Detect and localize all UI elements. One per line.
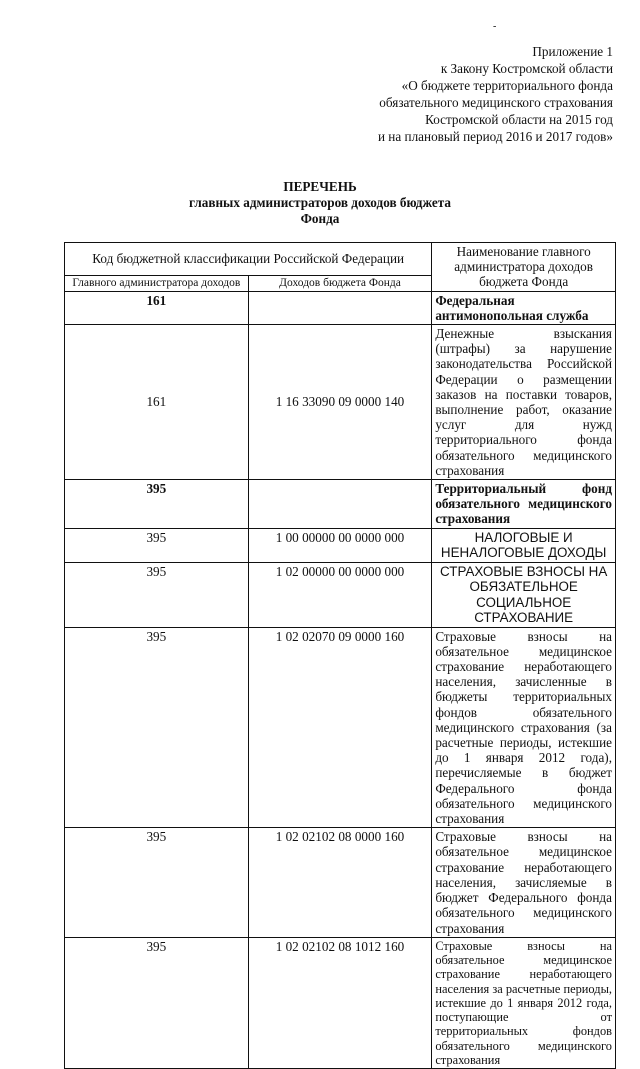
administrators-table <box>64 242 616 1069</box>
annex-line: «О бюджете территориального фонда <box>401 77 613 93</box>
cell-name: НАЛОГОВЫЕ И НЕНАЛОГОВЫЕ ДОХОДЫ <box>432 528 616 562</box>
cell-admin: 161 <box>65 291 249 324</box>
cell-name: Федеральная антимонопольная служба <box>432 291 616 324</box>
cell-code: 1 16 33090 09 0000 140 <box>248 325 432 480</box>
cell-code <box>248 291 432 324</box>
cell-code: 1 00 00000 00 0000 000 <box>248 528 432 562</box>
annex-line: обязательного медицинского страхования <box>379 94 613 110</box>
cell-name: Страховые взносы на обязательное медицинское страхование неработающего населения, зачисляемые в бюджет Федерального фонда обязательного медицинского страхования <box>432 828 616 937</box>
cell-code: 1 02 02070 09 0000 160 <box>248 627 432 828</box>
table-row <box>65 562 616 627</box>
cell-name: Денежные взыскания (штрафы) за нарушение законодательства Российской Федерации о размещении заказов на поставки товаров, выполнение работ, оказание услуг для нужд территориального фонда обязательного медицинского страхования <box>432 325 616 480</box>
table-row <box>65 828 616 937</box>
cell-code: 1 02 00000 00 0000 000 <box>248 562 432 627</box>
annex-block <box>313 44 613 145</box>
cell-admin: 395 <box>65 528 249 562</box>
annex-line: к Закону Костромской области <box>440 60 613 76</box>
cell-admin: 395 <box>65 937 249 1069</box>
table-header-row <box>65 243 616 276</box>
cell-admin: 395 <box>65 480 249 529</box>
cell-admin: 395 <box>65 828 249 937</box>
cell-code <box>248 480 432 529</box>
heading-title: ПЕРЕЧЕНЬ <box>283 179 357 194</box>
cell-code: 1 02 02102 08 0000 160 <box>248 828 432 937</box>
cell-admin: 395 <box>65 562 249 627</box>
header-admin-name: Наименование главного администратора доходов бюджета Фонда <box>432 243 616 292</box>
cell-code: 1 02 02102 08 1012 160 <box>248 937 432 1069</box>
header-income-code: Доходов бюджета Фонда <box>248 276 432 292</box>
table-row <box>65 325 616 480</box>
table-row <box>65 627 616 828</box>
heading-subtitle-end: Фонда <box>300 211 340 226</box>
cell-admin: 161 <box>65 325 249 480</box>
header-admin-code: Главного администратора доходов <box>65 276 249 292</box>
document-heading <box>0 179 640 227</box>
cell-name: Территориальный фонд обязательного медицинского страхования <box>432 480 616 529</box>
heading-subtitle: главных администраторов доходов бюджета <box>189 195 451 210</box>
annex-line: Приложение 1 <box>532 44 613 59</box>
cell-name: СТРАХОВЫЕ ВЗНОСЫ НА ОБЯЗАТЕЛЬНОЕ СОЦИАЛЬНОЕ СТРАХОВАНИЕ <box>432 562 616 627</box>
annex-line: и на плановый период 2016 и 2017 годов» <box>377 128 613 144</box>
table-row <box>65 291 616 324</box>
table-row <box>65 937 616 1069</box>
cell-name: Страховые взносы на обязательное медицинское страхование неработающего населения за расчетные периоды, истекшие до 1 января 2012 года, поступающие от территориальных фондов обязательного медицинского страхования <box>432 937 616 1069</box>
header-classification: Код бюджетной классификации Российской Федерации <box>65 243 432 276</box>
cell-name: Страховые взносы на обязательное медицинское страхование неработающего населения, зачисленные в бюджеты территориальных фондов обязательного медицинского страхования (за расчетные периоды, истекшие до 1 января 2012 года), перечисляемые в бюджет Федерального фонда обязательного медицинского страхования <box>432 627 616 828</box>
cell-admin: 395 <box>65 627 249 828</box>
annex-line: Костромской области на 2015 год <box>425 111 613 127</box>
table-row <box>65 528 616 562</box>
table-row <box>65 480 616 529</box>
page-mark: - <box>493 21 497 32</box>
